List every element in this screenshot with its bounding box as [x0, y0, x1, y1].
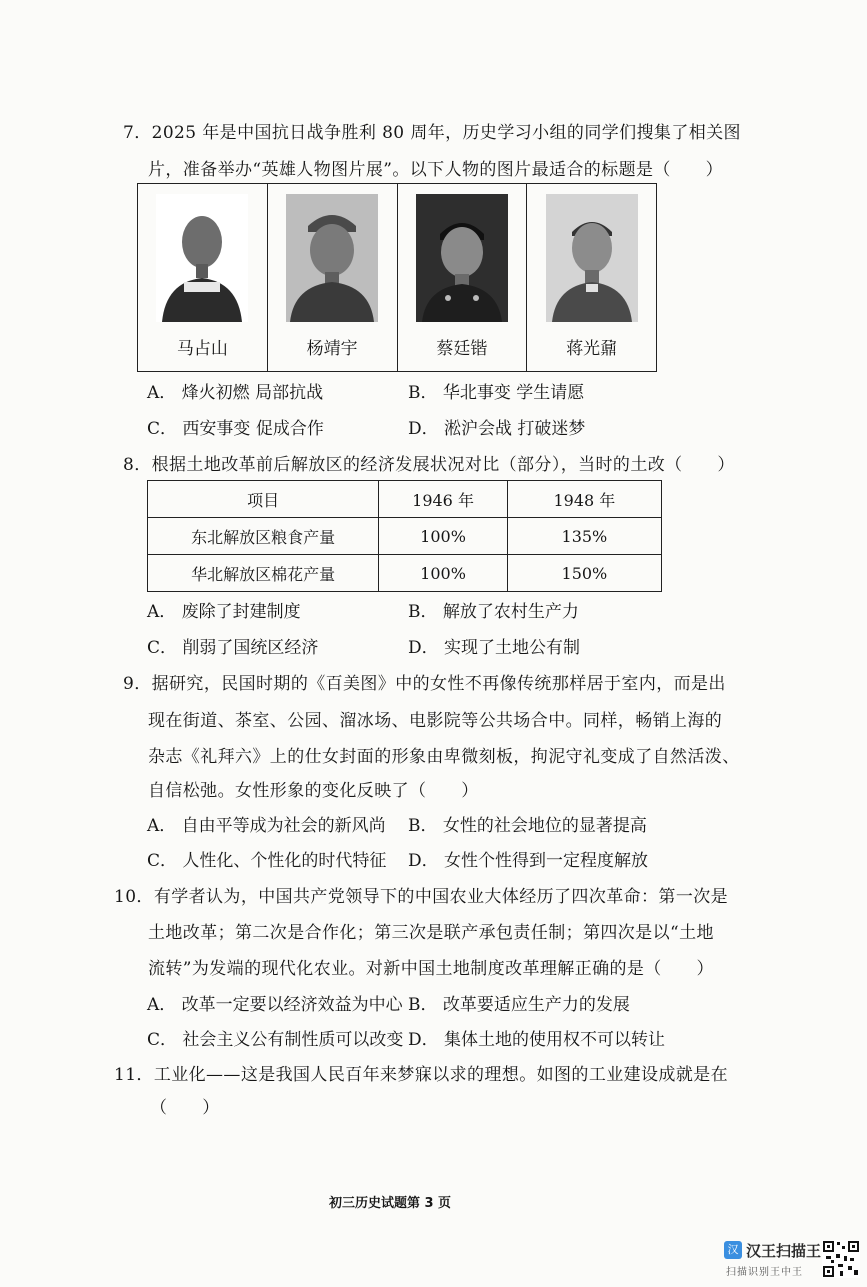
q10-stem-line1: 10．有学者认为，中国共产党领导下的中国农业大体经历了四次革命：第一次是 — [114, 887, 729, 907]
table-header: 1948 年 — [507, 481, 661, 518]
q9-stem-line3: 杂志《礼拜六》上的仕女封面的形象由卑微刻板，拘泥守礼变成了自然活泼、 — [148, 747, 740, 767]
q10-option-b: B． 改革要适应生产力的发展 — [408, 995, 630, 1015]
q9-stem-line4: 自信松弛。女性形象的变化反映了（ ） — [148, 781, 479, 801]
hanvon-logo-icon: 汉 — [724, 1241, 742, 1259]
q11-stem-line1: 11．工业化——这是我国人民百年来梦寐以求的理想。如图的工业建设成就是在 — [114, 1065, 729, 1085]
q8-option-c: C． 削弱了国统区经济 — [147, 638, 319, 658]
q8-option-d: D． 实现了土地公有制 — [408, 638, 581, 658]
q7-option-b: B． 华北事变 学生请愿 — [408, 383, 585, 403]
q7-option-a: A． 烽火初燃 局部抗战 — [147, 383, 324, 403]
brand-name: 汉王扫描王 — [746, 1242, 822, 1260]
q9-stem-line1: 9．据研究，民国时期的《百美图》中的女性不再像传统那样居于室内，而是出 — [123, 674, 726, 694]
q7-stem-line2: 片，准备举办“英雄人物图片展”。以下人物的图片最适合的标题是（ ） — [148, 160, 723, 180]
table-cell: 东北解放区粮食产量 — [148, 518, 379, 555]
q9-option-a: A． 自由平等成为社会的新风尚 — [147, 816, 386, 836]
brand-slogan: 扫描识别王中王 — [726, 1267, 803, 1278]
caption-3: 蔡廷锴 — [436, 339, 488, 359]
photo-cell-3 — [398, 184, 528, 371]
q10-option-c: C． 社会主义公有制性质可以改变 — [147, 1030, 404, 1050]
hero-photo-grid — [137, 183, 657, 372]
table-header: 1946 年 — [379, 481, 508, 518]
table-row — [148, 555, 662, 592]
page-footer: 初三历史试题第 3 页 — [328, 1196, 452, 1211]
q7-stem-line1: 7．2025 年是中国抗日战争胜利 80 周年，历史学习小组的同学们搜集了相关图 — [123, 123, 741, 143]
table-row — [148, 518, 662, 555]
table-header: 项目 — [148, 481, 379, 518]
q7-option-c: C． 西安事变 促成合作 — [147, 419, 324, 439]
q9-option-d: D． 女性个性得到一定程度解放 — [408, 851, 649, 871]
q8-option-b: B． 解放了农村生产力 — [408, 602, 579, 622]
q10-option-d: D． 集体土地的使用权不可以转让 — [408, 1030, 666, 1050]
q9-option-b: B． 女性的社会地位的显著提高 — [408, 816, 647, 836]
caption-1: 马占山 — [176, 339, 228, 359]
qr-code-icon — [822, 1240, 860, 1278]
portrait-yang-jingyu — [286, 194, 378, 322]
caption-2: 杨靖宇 — [306, 339, 358, 359]
table-header-row — [148, 481, 662, 518]
table-cell: 150% — [507, 555, 661, 592]
caption-4: 蒋光鼐 — [566, 339, 618, 359]
table-cell: 135% — [507, 518, 661, 555]
portrait-jiang-guangnai — [546, 194, 638, 322]
q10-stem-line3: 流转”为发端的现代化农业。对新中国土地制度改革理解正确的是（ ） — [148, 959, 714, 979]
table-cell: 华北解放区棉花产量 — [148, 555, 379, 592]
q9-option-c: C． 人性化、个性化的时代特征 — [147, 851, 387, 871]
photo-cell-4 — [527, 184, 656, 371]
portrait-ma-zhanshan — [156, 194, 248, 322]
q8-option-a: A． 废除了封建制度 — [147, 602, 301, 622]
table-cell: 100% — [379, 555, 508, 592]
land-reform-table — [147, 480, 662, 592]
q10-stem-line2: 土地改革；第二次是合作化；第三次是联产承包责任制；第四次是以“土地 — [148, 923, 714, 943]
q11-stem-line2: （ ） — [150, 1098, 220, 1118]
portrait-cai-tingkai — [416, 194, 508, 322]
q8-stem: 8．根据土地改革前后解放区的经济发展状况对比（部分），当时的土改（ ） — [123, 455, 735, 475]
q9-stem-line2: 现在街道、茶室、公园、溜冰场、电影院等公共场合中。同样，畅销上海的 — [148, 711, 723, 731]
q10-option-a: A． 改革一定要以经济效益为中心 — [147, 995, 403, 1015]
photo-cell-1 — [138, 184, 268, 371]
photo-cell-2 — [268, 184, 398, 371]
table-cell: 100% — [379, 518, 508, 555]
q7-option-d: D． 淞沪会战 打破迷梦 — [408, 419, 586, 439]
